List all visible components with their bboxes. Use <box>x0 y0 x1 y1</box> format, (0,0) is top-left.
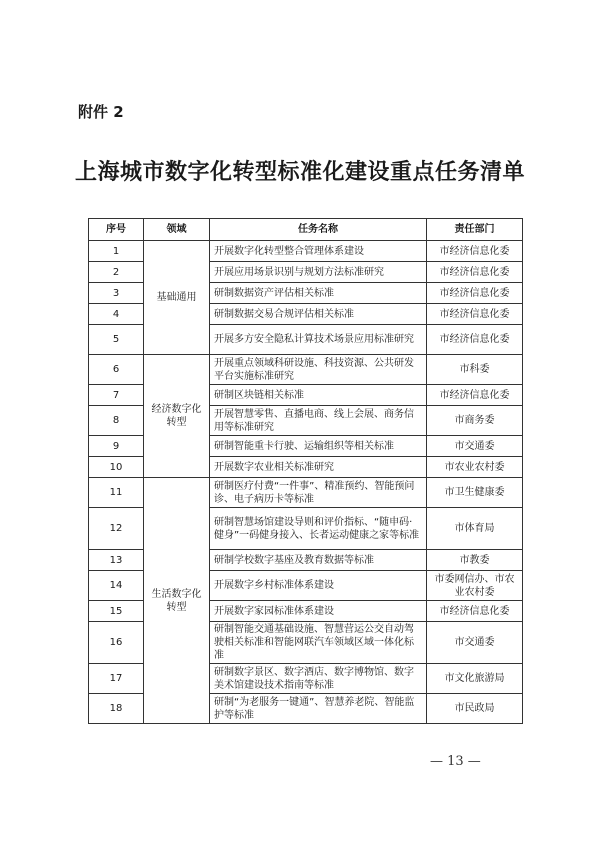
row-num: 7 <box>89 385 144 406</box>
page-number: — 13 — <box>430 754 481 769</box>
task-name: 开展数字乡村标准体系建设 <box>210 571 427 601</box>
dept-name: 市民政局 <box>427 694 523 724</box>
row-num: 18 <box>89 694 144 724</box>
row-num: 8 <box>89 406 144 436</box>
dept-name: 市卫生健康委 <box>427 478 523 508</box>
dept-name: 市经济信息化委 <box>427 283 523 304</box>
dept-name: 市商务委 <box>427 406 523 436</box>
task-name: 研制智慧场馆建设导则和评价指标、“随申码·健身”一码健身接入、长者运动健康之家等标准 <box>210 508 427 550</box>
domain-cell: 生活数字化转型 <box>144 478 210 724</box>
row-num: 4 <box>89 304 144 325</box>
task-name: 研制学校数字基座及教育数据等标准 <box>210 550 427 571</box>
table-header-row <box>89 219 523 241</box>
row-num: 9 <box>89 436 144 457</box>
task-name: 研制数据交易合规评估相关标准 <box>210 304 427 325</box>
row-num: 6 <box>89 355 144 385</box>
task-name: 研制医疗付费“一件事”、精准预约、智能预问诊、电子病历卡等标准 <box>210 478 427 508</box>
task-name: 开展数字家园标准体系建设 <box>210 601 427 622</box>
row-num: 10 <box>89 457 144 478</box>
dept-name: 市经济信息化委 <box>427 385 523 406</box>
table-row <box>89 355 523 385</box>
dept-name: 市交通委 <box>427 622 523 664</box>
row-num: 12 <box>89 508 144 550</box>
domain-cell: 经济数字化转型 <box>144 355 210 478</box>
task-name: 研制“为老服务一键通”、智慧养老院、智能监护等标准 <box>210 694 427 724</box>
task-name: 开展智慧零售、直播电商、线上会展、商务信用等标准研究 <box>210 406 427 436</box>
table-row <box>89 241 523 262</box>
dept-name: 市文化旅游局 <box>427 664 523 694</box>
dept-name: 市农业农村委 <box>427 457 523 478</box>
dept-name: 市教委 <box>427 550 523 571</box>
header-domain: 领域 <box>144 219 210 241</box>
dept-name: 市科委 <box>427 355 523 385</box>
task-name: 研制数字景区、数字酒店、数字博物馆、数字美术馆建设技术指南等标准 <box>210 664 427 694</box>
task-table <box>88 218 523 724</box>
table-row <box>89 478 523 508</box>
row-num: 11 <box>89 478 144 508</box>
attachment-label: 附件 2 <box>78 103 124 121</box>
task-name: 开展数字农业相关标准研究 <box>210 457 427 478</box>
row-num: 1 <box>89 241 144 262</box>
dept-name: 市委网信办、市农业农村委 <box>427 571 523 601</box>
task-name: 研制智能交通基础设施、智慧营运公交自动驾驶相关标准和智能网联汽车领域区域一体化标准 <box>210 622 427 664</box>
dept-name: 市经济信息化委 <box>427 325 523 355</box>
header-num: 序号 <box>89 219 144 241</box>
dept-name: 市交通委 <box>427 436 523 457</box>
row-num: 13 <box>89 550 144 571</box>
row-num: 17 <box>89 664 144 694</box>
dept-name: 市经济信息化委 <box>427 304 523 325</box>
task-name: 开展重点领域科研设施、科技资源、公共研发平台实施标准研究 <box>210 355 427 385</box>
task-name: 开展数字化转型整合管理体系建设 <box>210 241 427 262</box>
header-dept: 责任部门 <box>427 219 523 241</box>
task-name: 研制智能重卡行驶、运输组织等相关标准 <box>210 436 427 457</box>
document-title: 上海城市数字化转型标准化建设重点任务清单 <box>74 160 525 185</box>
row-num: 2 <box>89 262 144 283</box>
row-num: 15 <box>89 601 144 622</box>
dept-name: 市经济信息化委 <box>427 262 523 283</box>
dept-name: 市体育局 <box>427 508 523 550</box>
row-num: 3 <box>89 283 144 304</box>
task-name: 开展应用场景识别与规划方法标准研究 <box>210 262 427 283</box>
row-num: 16 <box>89 622 144 664</box>
header-task: 任务名称 <box>210 219 427 241</box>
row-num: 5 <box>89 325 144 355</box>
dept-name: 市经济信息化委 <box>427 241 523 262</box>
task-name: 开展多方安全隐私计算技术场景应用标准研究 <box>210 325 427 355</box>
task-name: 研制区块链相关标准 <box>210 385 427 406</box>
domain-cell: 基础通用 <box>144 241 210 355</box>
row-num: 14 <box>89 571 144 601</box>
task-name: 研制数据资产评估相关标准 <box>210 283 427 304</box>
dept-name: 市经济信息化委 <box>427 601 523 622</box>
